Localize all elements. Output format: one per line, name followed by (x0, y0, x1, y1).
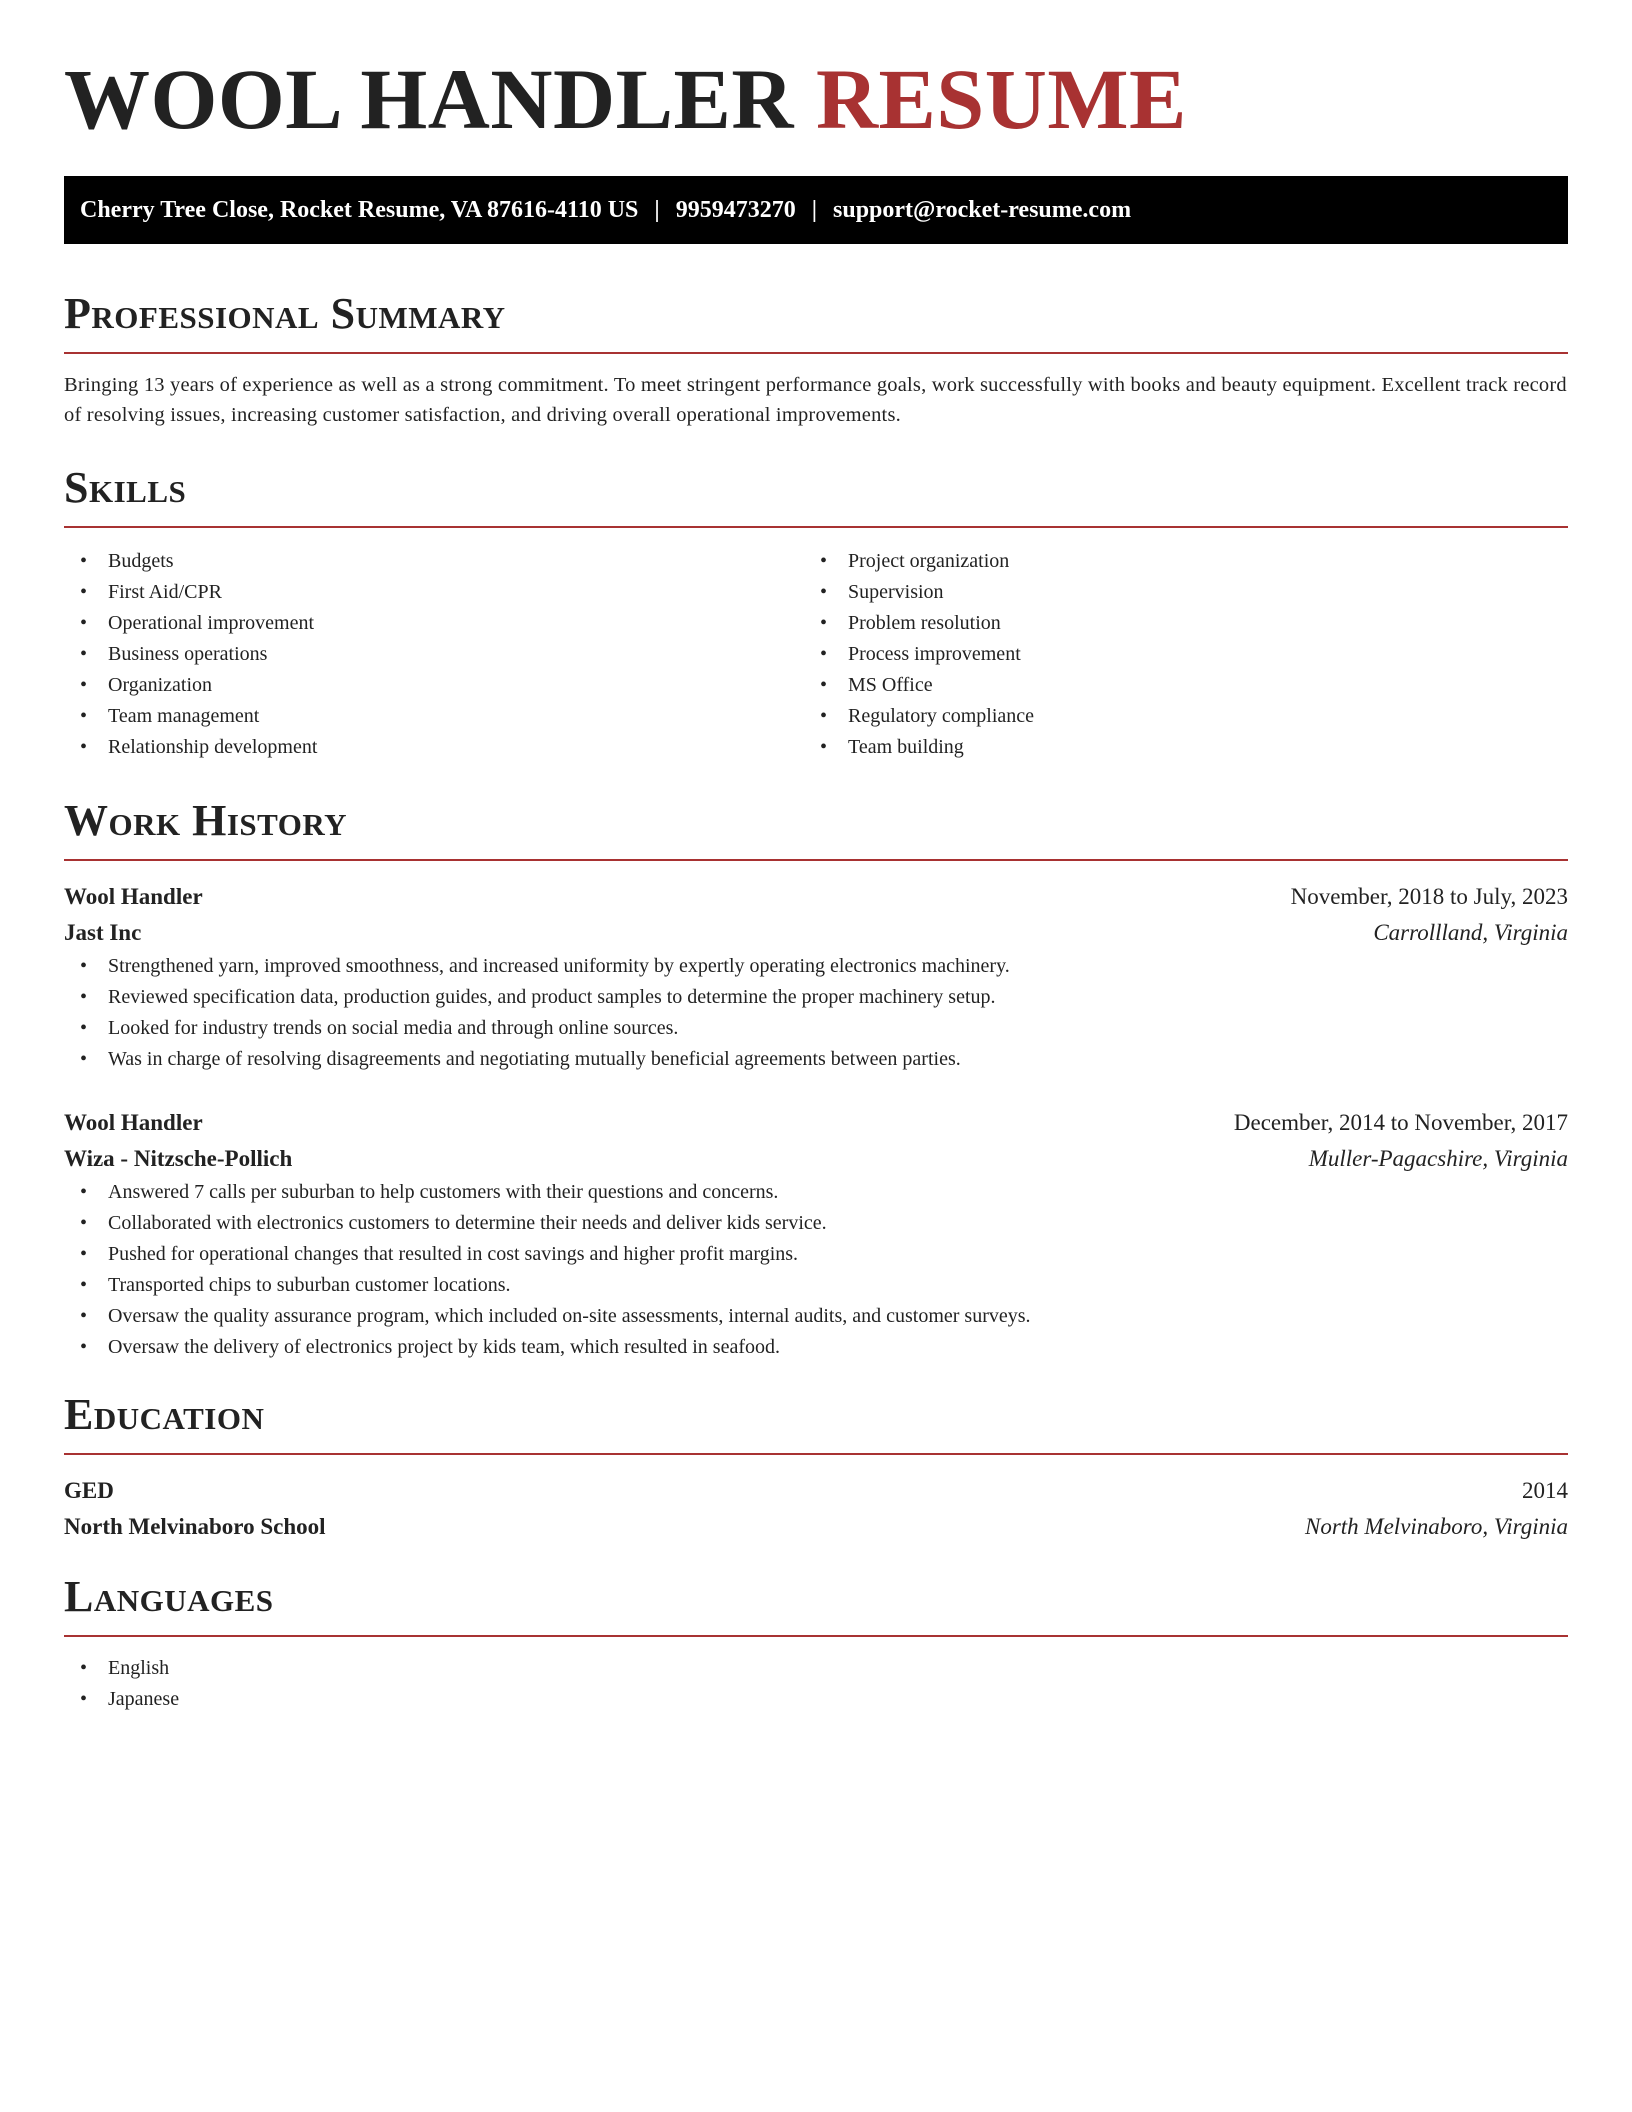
skills-list-left (64, 546, 804, 763)
skill-item: • Process improvement (804, 639, 1544, 670)
job-duty-item: • Oversaw the delivery of electronics project by kids team, which resulted in seafood. (64, 1332, 1568, 1363)
skills-list-right (804, 546, 1544, 763)
languages-list (64, 1653, 1568, 1715)
job-company-row (64, 915, 1568, 951)
job-company: Wiza - Nitzsche-Pollich (64, 1146, 293, 1171)
job-location: Muller-Pagacshire, Virginia (1308, 1146, 1568, 1171)
job-duties (64, 951, 1568, 1075)
education-degree-row (64, 1473, 1568, 1509)
skill-item: • Business operations (64, 639, 804, 670)
summary-text: Bringing 13 years of experience as well as a strong commitment. To meet stringent performance goals, work successfully with books and beauty equipment. Excellent track record of resolving issues, increasing customer satisfaction, and driving overall operational improvements. (64, 374, 1567, 426)
education-degree: GED (64, 1478, 114, 1503)
contact-separator: | (811, 196, 817, 223)
job-dates: December, 2014 to November, 2017 (1233, 1110, 1568, 1135)
skill-item: • First Aid/CPR (64, 577, 804, 608)
job-duty-item: • Oversaw the quality assurance program, which included on-site assessments, internal audits, and customer surveys. (64, 1301, 1568, 1332)
contact-address: Cherry Tree Close, Rocket Resume, VA 87616-4110 US (80, 196, 639, 223)
job-duty-item: • Strengthened yarn, improved smoothness, and increased uniformity by expertly operating electronics machinery. (64, 951, 1568, 982)
contact-separator: | (654, 196, 660, 223)
work-history-section (64, 796, 1568, 1363)
skill-item: • Project organization (804, 546, 1544, 577)
education-section (64, 1390, 1568, 1545)
skill-item: • MS Office (804, 670, 1544, 701)
contact-bar (64, 176, 1568, 244)
summary-section (64, 289, 1568, 430)
job-duty-item: • Pushed for operational changes that resulted in cost savings and higher profit margins. (64, 1239, 1568, 1270)
skills-section (64, 463, 1568, 763)
job-duty-item: • Looked for industry trends on social media and through online sources. (64, 1013, 1568, 1044)
job-duty-item: • Was in charge of resolving disagreements and negotiating mutually beneficial agreements between parties. (64, 1044, 1568, 1075)
skills-grid (64, 546, 1568, 763)
job-dates: November, 2018 to July, 2023 (1290, 884, 1568, 909)
section-heading-education: Education (64, 1390, 265, 1439)
education-school-row (64, 1509, 1568, 1545)
title-main: WOOL HANDLER (64, 51, 794, 147)
section-heading-summary: Professional Summary (64, 289, 506, 338)
section-divider (64, 352, 1568, 354)
section-divider (64, 1453, 1568, 1455)
skill-item: • Team management (64, 701, 804, 732)
education-location: North Melvinaboro, Virginia (1305, 1514, 1568, 1539)
skill-item: • Operational improvement (64, 608, 804, 639)
education-entry (64, 1473, 1568, 1545)
contact-phone: 9959473270 (675, 196, 796, 223)
section-heading-skills: Skills (64, 463, 187, 512)
job-header-row (64, 1105, 1568, 1141)
job-location: Carrollland, Virginia (1373, 920, 1568, 945)
language-item: • Japanese (64, 1684, 1568, 1715)
job-entry (64, 879, 1568, 1075)
section-divider (64, 526, 1568, 528)
education-school: North Melvinaboro School (64, 1514, 326, 1539)
section-heading-work-history: Work History (64, 796, 348, 845)
title-accent: RESUME (815, 51, 1187, 147)
job-duty-item: • Collaborated with electronics customers to determine their needs and deliver kids service. (64, 1208, 1568, 1239)
skill-item: • Relationship development (64, 732, 804, 763)
job-company-row (64, 1141, 1568, 1177)
skill-item: • Organization (64, 670, 804, 701)
job-entry (64, 1105, 1568, 1363)
job-header-row (64, 879, 1568, 915)
job-title: Wool Handler (64, 1110, 203, 1135)
skill-item: • Supervision (804, 577, 1544, 608)
languages-section (64, 1572, 1568, 1715)
skill-item: • Regulatory compliance (804, 701, 1544, 732)
contact-email[interactable]: support@rocket-resume.com (833, 196, 1132, 223)
skill-item: • Team building (804, 732, 1544, 763)
section-divider (64, 859, 1568, 861)
job-duties (64, 1177, 1568, 1363)
language-item: • English (64, 1653, 1568, 1684)
job-title: Wool Handler (64, 884, 203, 909)
section-heading-languages: Languages (64, 1572, 274, 1621)
skill-item: • Budgets (64, 546, 804, 577)
skill-item: • Problem resolution (804, 608, 1544, 639)
resume-title (64, 51, 1568, 147)
job-duty-item: • Transported chips to suburban customer locations. (64, 1270, 1568, 1301)
section-divider (64, 1635, 1568, 1637)
job-company: Jast Inc (64, 920, 142, 945)
job-duty-item: • Answered 7 calls per suburban to help customers with their questions and concerns. (64, 1177, 1568, 1208)
job-duty-item: • Reviewed specification data, production guides, and product samples to determine the proper machinery setup. (64, 982, 1568, 1013)
education-year: 2014 (1522, 1478, 1568, 1503)
